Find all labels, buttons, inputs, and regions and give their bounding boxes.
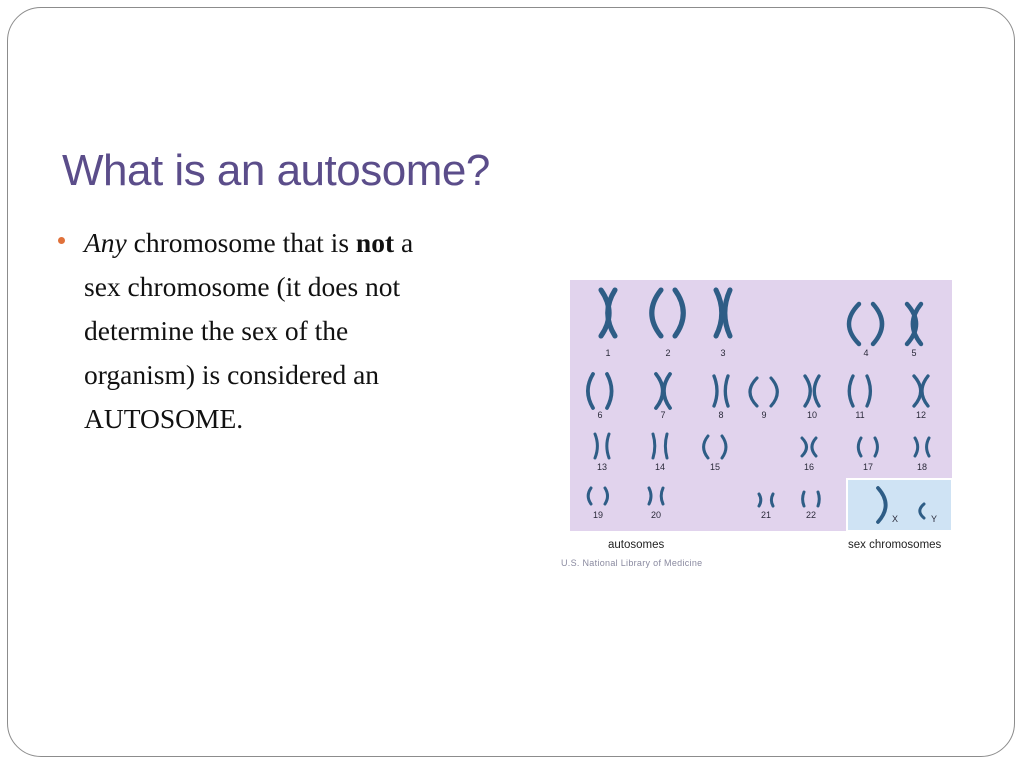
caption-autosomes: autosomes — [608, 539, 665, 551]
bullet-line-5: AUTOSOME. — [84, 403, 244, 434]
chromosome-21-b — [771, 494, 773, 506]
chromosome-9-b — [771, 378, 777, 406]
chromosome-number-17: 17 — [862, 462, 874, 472]
chromosome-number-3: 3 — [720, 348, 726, 358]
chromosome-number-6: 6 — [597, 410, 603, 420]
bullet-line-3: determine the sex of the — [84, 315, 349, 346]
chromosome-number-5: 5 — [911, 348, 917, 358]
chromosome-17-b — [875, 438, 877, 456]
chromosome-15-a — [704, 436, 708, 458]
chromosome-6-b — [607, 374, 612, 408]
chromosome-20-b — [661, 488, 663, 504]
chromosome-7-b — [664, 374, 670, 408]
chromosome-18-b — [927, 438, 929, 456]
chromosome-11-a — [849, 376, 853, 406]
bullet-line-1 — [84, 221, 514, 265]
chromosome-number-7: 7 — [660, 410, 666, 420]
text-segment: chromosome that is — [126, 227, 356, 258]
chromosome-4-a — [849, 304, 859, 344]
chromosome-7-a — [656, 374, 663, 408]
chromosome-13-a — [595, 434, 597, 458]
chromosome-number-16: 16 — [803, 462, 815, 472]
karyotype-image — [570, 280, 952, 531]
chromosome-14-b — [665, 434, 667, 458]
chromosome-number-12: 12 — [915, 410, 927, 420]
chromosome-number-4: 4 — [863, 348, 869, 358]
chromosome-number-22: 22 — [805, 510, 817, 520]
chromosome-8-a — [714, 376, 717, 406]
chromosome-20-a — [649, 488, 651, 504]
chromosome-19-b — [605, 488, 608, 504]
bullet-line-4: organism) is considered an — [84, 359, 380, 390]
chromosome-number-9: 9 — [761, 410, 767, 420]
chromosome-22-b — [818, 492, 819, 506]
chromosome-number-14: 14 — [654, 462, 666, 472]
chromosome-number-18: 18 — [916, 462, 928, 472]
chromosome-number-2: 2 — [665, 348, 671, 358]
chromosome-9-a — [750, 378, 757, 406]
chromosome-number-15: 15 — [709, 462, 721, 472]
image-credit: U.S. National Library of Medicine — [561, 558, 703, 568]
sex-chromosome-label-y: Y — [930, 514, 938, 524]
chromosome-number-21: 21 — [760, 510, 772, 520]
chromosome-14-a — [653, 434, 655, 458]
chromosome-16-b — [812, 438, 816, 456]
chromosome-number-1: 1 — [605, 348, 611, 358]
emphasis-any: Any — [84, 227, 127, 258]
chromosome-22-a — [803, 492, 804, 506]
chromosome-10-a — [805, 376, 810, 406]
chromosome-2-b — [675, 290, 683, 336]
slide-title: What is an autosome? — [62, 146, 490, 195]
caption-sex-chromosomes: sex chromosomes — [848, 539, 942, 551]
chromosome-21-a — [759, 494, 761, 506]
chromosome-number-11: 11 — [855, 410, 865, 420]
bullet-line-2: sex chromosome (it does not — [84, 271, 401, 302]
chromosome-17-a — [858, 438, 861, 456]
chromosome-10-b — [814, 376, 819, 406]
chromosome-2-a — [652, 290, 661, 336]
chromosome-number-20: 20 — [650, 510, 662, 520]
chromosome-13-b — [607, 434, 609, 458]
emphasis-not: not — [355, 227, 395, 258]
chromosome-6-a — [588, 374, 593, 408]
bullet-dot — [58, 237, 65, 244]
chromosome-number-13: 13 — [596, 462, 608, 472]
chromosome-number-10: 10 — [806, 410, 818, 420]
sex-chromosome-label-x: X — [891, 514, 899, 524]
bullet-text — [84, 221, 514, 441]
chromosome-16-a — [802, 438, 807, 456]
chromosome-3-b — [725, 290, 730, 336]
chromosome-11-b — [867, 376, 870, 406]
chromosome-18-a — [915, 438, 918, 456]
chromosome-3-a — [716, 290, 722, 336]
chromosome-12-b — [922, 376, 928, 406]
chromosome-12-a — [914, 376, 921, 406]
text-segment: a — [394, 227, 414, 258]
chromosome-15-b — [722, 436, 726, 458]
chromosome-8-b — [725, 376, 728, 406]
chromosome-number-8: 8 — [718, 410, 724, 420]
chromosome-19-a — [588, 488, 591, 504]
chromosome-number-19: 19 — [592, 510, 604, 520]
karyotype-drawing — [570, 280, 952, 531]
chromosome-4-b — [873, 304, 882, 344]
